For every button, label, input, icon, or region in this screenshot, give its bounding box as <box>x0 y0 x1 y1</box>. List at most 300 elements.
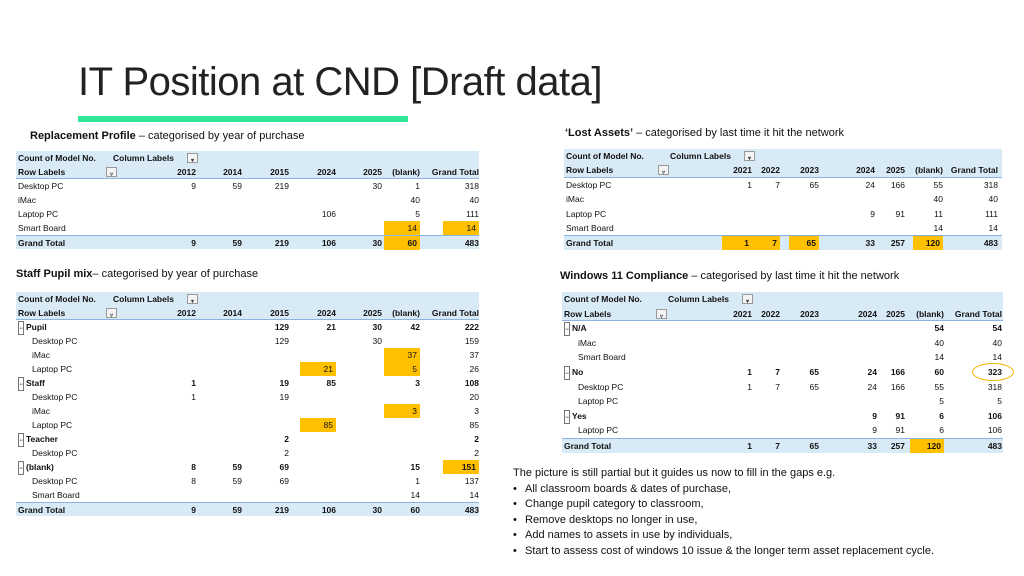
table-cell: 9 <box>870 208 875 219</box>
grand-total-cell: 9 <box>191 238 196 248</box>
table-cell: 69 <box>279 476 289 486</box>
row-label-text: Desktop PC <box>32 392 78 402</box>
table-cell: 37 <box>384 348 420 362</box>
table-cell: 19 <box>279 378 289 388</box>
grand-total-row <box>564 235 1002 249</box>
grand-total-cell: 7 <box>750 236 780 250</box>
table-cell: 14 <box>988 222 998 233</box>
column-header-2025: 2025 <box>363 308 382 318</box>
table-cell <box>360 432 420 446</box>
table-cell: 42 <box>410 322 420 332</box>
table-cell: 91 <box>895 208 905 219</box>
collapse-icon[interactable]: − <box>18 433 24 447</box>
table-cell: 5 <box>384 362 420 376</box>
row-label-text: iMac <box>18 195 36 205</box>
grand-total-cell: 257 <box>890 238 905 249</box>
column-header-2025: 2025 <box>886 308 905 319</box>
table-cell: 37 <box>469 350 479 360</box>
row-label <box>18 320 128 334</box>
header-row <box>562 292 1003 307</box>
row-label <box>32 474 142 488</box>
table-cell: 40 <box>410 195 420 205</box>
table-cell: 65 <box>809 179 819 190</box>
column-labels-header: Column Labels <box>113 153 174 163</box>
column-header-2023: 2023 <box>800 308 819 319</box>
grand-total-cell: 1 <box>747 440 752 451</box>
table-cell: 1 <box>415 181 420 191</box>
row-label-text: Desktop PC <box>32 448 78 458</box>
table-row <box>16 193 479 207</box>
table-row <box>562 336 1003 351</box>
table-row <box>16 207 479 221</box>
table-cell: 65 <box>809 366 819 377</box>
row-label-text: Laptop PC <box>578 396 619 407</box>
row-labels-header: Row Labels <box>18 167 66 177</box>
row-label <box>18 221 128 235</box>
table-cell: 106 <box>987 410 1002 421</box>
row-label-text: Laptop PC <box>32 364 73 374</box>
table-cell: 318 <box>987 381 1002 392</box>
table-cell <box>759 221 819 235</box>
table-cell <box>229 362 289 376</box>
row-label-text: Laptop PC <box>18 209 59 219</box>
lost-assets-pivot-table <box>564 149 1002 250</box>
row-label-text: iMac <box>566 194 584 205</box>
grand-total-label: Grand Total <box>18 505 66 515</box>
count-header: Count of Model No. <box>18 153 96 163</box>
table-row <box>564 207 1002 221</box>
column-header-blank: (blank) <box>916 308 944 319</box>
dropdown-icon[interactable]: ▾ <box>187 153 198 163</box>
row-label <box>32 446 142 460</box>
column-header-2024: 2024 <box>317 167 336 177</box>
replacement-pivot-table <box>16 151 479 249</box>
table-row <box>16 474 479 488</box>
staff-pupil-pivot-table <box>16 292 479 516</box>
column-header-2024: 2024 <box>317 308 336 318</box>
row-label <box>18 207 128 221</box>
table-cell <box>759 321 819 335</box>
table-row <box>564 192 1002 206</box>
table-cell: 40 <box>988 194 998 205</box>
grand-total-cell: 120 <box>910 439 944 453</box>
grand-total-cell: 219 <box>274 505 289 515</box>
grand-total-cell: 60 <box>410 505 420 515</box>
grand-total-label: Grand Total <box>18 238 66 248</box>
table-cell: 166 <box>890 366 905 377</box>
replacement-caption: Replacement Profile – categorised by year of purchase <box>30 130 305 142</box>
table-cell: 15 <box>410 462 420 472</box>
column-header-2012: 2012 <box>177 308 196 318</box>
column-header-2022: 2022 <box>761 308 780 319</box>
table-cell: 24 <box>867 366 877 377</box>
table-cell <box>360 446 420 460</box>
table-cell: 5 <box>415 209 420 219</box>
table-cell <box>759 423 819 437</box>
notes-list <box>513 482 934 560</box>
row-label-text: Smart Board <box>18 223 66 233</box>
column-header-2014: 2014 <box>223 308 242 318</box>
table-cell: 166 <box>890 381 905 392</box>
row-label <box>578 423 688 437</box>
grand-total-cell: 483 <box>464 505 479 515</box>
table-cell: 129 <box>274 322 289 332</box>
notes-intro: The picture is still partial but it guides us now to fill in the gaps e.g. <box>513 467 836 479</box>
column-header-row <box>16 165 479 179</box>
table-cell: 8 <box>191 476 196 486</box>
win11-caption: Windows 11 Compliance – categorised by last time it hit the network <box>560 270 900 282</box>
column-header-2024: 2024 <box>856 165 875 176</box>
notes-item: • Start to assess cost of windows 10 issue & the longer term asset replacement cycle. <box>513 544 934 560</box>
table-cell: 30 <box>372 322 382 332</box>
grand-total-cell: 7 <box>775 440 780 451</box>
table-cell: 21 <box>300 362 336 376</box>
collapse-icon[interactable]: − <box>564 366 570 380</box>
table-cell: 6 <box>939 410 944 421</box>
row-label <box>566 192 676 206</box>
column-labels-header: Column Labels <box>670 151 731 161</box>
grand-total-cell: 60 <box>384 236 420 250</box>
row-label <box>564 321 674 335</box>
windows11-pivot-table <box>562 292 1003 453</box>
row-labels-header: Row Labels <box>566 165 614 176</box>
row-label <box>564 365 674 379</box>
table-cell: 11 <box>934 208 943 219</box>
grand-total-cell: 30 <box>372 238 382 248</box>
row-label-text: Teacher <box>26 434 58 444</box>
table-cell: 3 <box>384 404 420 418</box>
collapse-icon[interactable]: − <box>18 461 24 475</box>
row-label <box>578 380 688 394</box>
count-header: Count of Model No. <box>566 151 644 161</box>
table-cell <box>360 334 420 348</box>
grand-total-cell: 483 <box>987 440 1002 451</box>
table-cell: 111 <box>466 209 479 219</box>
row-label <box>578 336 688 350</box>
table-cell: 40 <box>469 195 479 205</box>
table-cell <box>759 394 819 408</box>
table-cell: 24 <box>867 381 877 392</box>
filter-icon[interactable]: ▿ <box>106 167 117 177</box>
row-label-text: Desktop PC <box>32 336 78 346</box>
table-row <box>562 380 1003 395</box>
table-cell: 7 <box>775 179 780 190</box>
dropdown-icon[interactable]: ▾ <box>744 151 755 161</box>
table-cell: 24 <box>865 179 875 190</box>
column-header-2021: 2021 <box>733 308 752 319</box>
column-labels-header: Column Labels <box>113 294 174 304</box>
column-header-2014: 2014 <box>223 167 242 177</box>
row-label-text: Staff <box>26 378 45 388</box>
table-cell: 85 <box>326 378 336 388</box>
table-cell: 7 <box>775 381 780 392</box>
column-header-row <box>564 163 1002 177</box>
grand-total-cell: 106 <box>321 238 336 248</box>
table-row <box>562 350 1003 365</box>
grand-total-row <box>16 502 479 516</box>
table-row <box>564 178 1002 192</box>
row-label <box>566 207 676 221</box>
grand-total-cell: 483 <box>464 238 479 248</box>
table-cell: 108 <box>464 378 479 388</box>
grand-total-label: Grand Total <box>564 440 612 451</box>
row-label <box>578 350 688 364</box>
grand-total-cell: 9 <box>191 505 196 515</box>
table-cell: 3 <box>474 406 479 416</box>
table-row <box>16 362 479 376</box>
notes-item: • Remove desktops no longer in use, <box>513 513 934 529</box>
table-cell <box>322 221 382 235</box>
grand-total-cell: 1 <box>722 236 752 250</box>
column-header-2025: 2025 <box>886 165 905 176</box>
row-label-text: N/A <box>572 323 587 334</box>
row-label-text: Smart Board <box>578 352 626 363</box>
notes-item: • Change pupil category to classroom, <box>513 497 934 513</box>
table-cell: 69 <box>279 462 289 472</box>
table-cell: 323 <box>987 366 1002 377</box>
table-cell: 1 <box>747 381 752 392</box>
row-label-text: Desktop PC <box>578 381 624 392</box>
dropdown-icon[interactable]: ▾ <box>187 294 198 304</box>
table-row <box>16 460 479 474</box>
table-cell: 106 <box>321 209 336 219</box>
table-cell: 91 <box>895 425 905 436</box>
column-header-row <box>16 306 479 320</box>
table-cell: 85 <box>300 418 336 432</box>
table-row <box>16 404 479 418</box>
row-label <box>18 193 128 207</box>
column-header-grandtotal: Grand Total <box>431 167 479 177</box>
table-cell: 20 <box>469 392 479 402</box>
grand-total-cell: 65 <box>809 440 819 451</box>
filter-icon[interactable]: ▿ <box>106 308 117 318</box>
collapse-icon[interactable]: − <box>18 377 24 391</box>
count-header: Count of Model No. <box>564 294 642 304</box>
table-cell: 8 <box>191 462 196 472</box>
title-underline <box>78 116 408 122</box>
filter-icon[interactable]: ▿ <box>658 165 669 175</box>
row-labels-header: Row Labels <box>18 308 66 318</box>
table-cell <box>322 362 382 376</box>
table-cell: 14 <box>992 352 1002 363</box>
row-label <box>32 404 142 418</box>
table-row <box>16 376 479 390</box>
row-label-text: Yes <box>572 410 587 421</box>
row-label-text: Smart Board <box>566 222 614 233</box>
table-cell: 40 <box>934 337 944 348</box>
table-cell: 26 <box>469 364 479 374</box>
notes-item: • All classroom boards & dates of purchase, <box>513 482 934 498</box>
table-row <box>16 390 479 404</box>
table-cell: 14 <box>469 490 479 500</box>
table-cell: 55 <box>933 179 943 190</box>
filter-icon[interactable]: ▿ <box>656 309 667 319</box>
row-labels-header: Row Labels <box>564 308 612 319</box>
table-cell: 129 <box>274 336 289 346</box>
table-cell: 14 <box>410 490 420 500</box>
table-cell: 318 <box>464 181 479 191</box>
row-label <box>18 460 128 474</box>
table-cell <box>360 390 420 404</box>
table-cell: 30 <box>372 181 382 191</box>
column-header-blank: (blank) <box>915 165 943 176</box>
table-row <box>562 321 1003 336</box>
row-label-text: Desktop PC <box>566 179 612 190</box>
table-cell: 14 <box>384 221 420 235</box>
row-label <box>32 390 142 404</box>
row-label <box>566 221 676 235</box>
grand-total-cell: 120 <box>913 236 943 250</box>
table-cell: 9 <box>872 425 877 436</box>
collapse-icon[interactable]: − <box>564 322 570 336</box>
table-row <box>564 221 1002 235</box>
table-cell <box>759 192 819 206</box>
table-cell: 3 <box>415 378 420 388</box>
table-cell: 2 <box>474 434 479 444</box>
table-cell: 166 <box>890 179 905 190</box>
table-row <box>16 348 479 362</box>
row-label-text: Laptop PC <box>566 208 607 219</box>
table-row <box>562 423 1003 438</box>
table-cell: 30 <box>372 336 382 346</box>
table-cell: 40 <box>933 194 943 205</box>
table-cell: 1 <box>747 366 752 377</box>
grand-total-cell: 33 <box>867 440 877 451</box>
table-cell: 21 <box>326 322 336 332</box>
column-header-2022: 2022 <box>761 165 780 176</box>
table-cell <box>759 350 819 364</box>
table-cell: 137 <box>464 476 479 486</box>
table-row <box>16 488 479 502</box>
table-row <box>16 334 479 348</box>
table-cell: 65 <box>809 381 819 392</box>
grand-total-cell: 257 <box>890 440 905 451</box>
grand-total-cell: 59 <box>232 505 242 515</box>
lost-caption: ‘Lost Assets’ – categorised by last time it hit the network <box>565 127 844 139</box>
column-header-blank: (blank) <box>392 308 420 318</box>
collapse-icon[interactable]: − <box>564 410 570 424</box>
table-cell: 59 <box>232 181 242 191</box>
table-cell: 85 <box>469 420 479 430</box>
column-header-2024: 2024 <box>858 308 877 319</box>
table-cell <box>759 207 819 221</box>
table-cell: 19 <box>279 392 289 402</box>
row-label <box>578 394 688 408</box>
table-cell: 5 <box>997 396 1002 407</box>
table-cell: 106 <box>987 425 1002 436</box>
table-cell <box>322 348 382 362</box>
table-cell: 55 <box>934 381 944 392</box>
table-cell: 14 <box>933 222 943 233</box>
column-header-grandtotal: Grand Total <box>954 308 1002 319</box>
grand-total-cell: 106 <box>321 505 336 515</box>
header-row <box>16 151 479 165</box>
table-cell: 7 <box>775 366 780 377</box>
table-row <box>562 365 1003 380</box>
table-cell: 1 <box>191 392 196 402</box>
table-cell <box>229 418 289 432</box>
grand-total-cell: 65 <box>789 236 819 250</box>
table-cell <box>322 404 382 418</box>
dropdown-icon[interactable]: ▾ <box>742 294 753 304</box>
staff-caption: Staff Pupil mix– categorised by year of purchase <box>16 268 259 280</box>
table-cell: 91 <box>895 410 905 421</box>
grand-total-cell: 33 <box>865 238 875 249</box>
column-header-row <box>562 307 1003 322</box>
table-row <box>16 179 479 193</box>
row-label-text: Smart Board <box>32 490 80 500</box>
table-cell: 151 <box>443 460 479 474</box>
table-cell: 2 <box>284 448 289 458</box>
row-label <box>32 334 142 348</box>
row-label-text: No <box>572 366 584 377</box>
column-header-2012: 2012 <box>177 167 196 177</box>
table-row <box>16 432 479 446</box>
column-header-2025: 2025 <box>363 167 382 177</box>
grand-total-cell: 30 <box>372 505 382 515</box>
grand-total-cell: 219 <box>274 238 289 248</box>
header-row <box>16 292 479 306</box>
row-label <box>32 362 142 376</box>
table-cell: 40 <box>992 337 1002 348</box>
row-label <box>564 409 674 423</box>
table-cell: 14 <box>934 352 944 363</box>
table-cell: 1 <box>747 179 752 190</box>
table-cell: 1 <box>415 476 420 486</box>
table-cell: 318 <box>983 179 998 190</box>
row-label-text: iMac <box>32 406 50 416</box>
column-header-2023: 2023 <box>800 165 819 176</box>
row-label-text: iMac <box>578 337 596 348</box>
table-cell: 14 <box>443 221 479 235</box>
table-cell: 6 <box>939 425 944 436</box>
table-cell: 59 <box>232 476 242 486</box>
row-label <box>32 488 142 502</box>
notes-block <box>513 466 934 559</box>
page-title: IT Position at CND [Draft data] <box>78 60 602 104</box>
table-cell: 54 <box>992 323 1002 334</box>
column-labels-header: Column Labels <box>668 294 729 304</box>
notes-item: • Add names to assets in use by individuals, <box>513 528 934 544</box>
table-cell: 2 <box>474 448 479 458</box>
header-row <box>564 149 1002 163</box>
column-header-grandtotal: Grand Total <box>431 308 479 318</box>
collapse-icon[interactable]: − <box>18 321 24 335</box>
row-label <box>32 348 142 362</box>
row-label <box>18 179 128 193</box>
table-cell: 1 <box>191 378 196 388</box>
grand-total-cell: 59 <box>232 238 242 248</box>
table-cell <box>360 418 420 432</box>
grand-total-row <box>16 235 479 249</box>
row-label <box>18 376 128 390</box>
table-row <box>16 418 479 432</box>
table-cell: 111 <box>985 208 998 219</box>
row-label-text: iMac <box>32 350 50 360</box>
table-cell <box>759 409 819 423</box>
column-header-blank: (blank) <box>392 167 420 177</box>
table-cell: 159 <box>464 336 479 346</box>
table-cell: 222 <box>464 322 479 332</box>
count-header: Count of Model No. <box>18 294 96 304</box>
table-row <box>562 394 1003 409</box>
table-cell: 60 <box>934 366 944 377</box>
row-label-text: Laptop PC <box>578 425 619 436</box>
table-cell <box>759 336 819 350</box>
table-cell: 9 <box>872 410 877 421</box>
column-header-grandtotal: Grand Total <box>950 165 998 176</box>
table-row <box>16 446 479 460</box>
